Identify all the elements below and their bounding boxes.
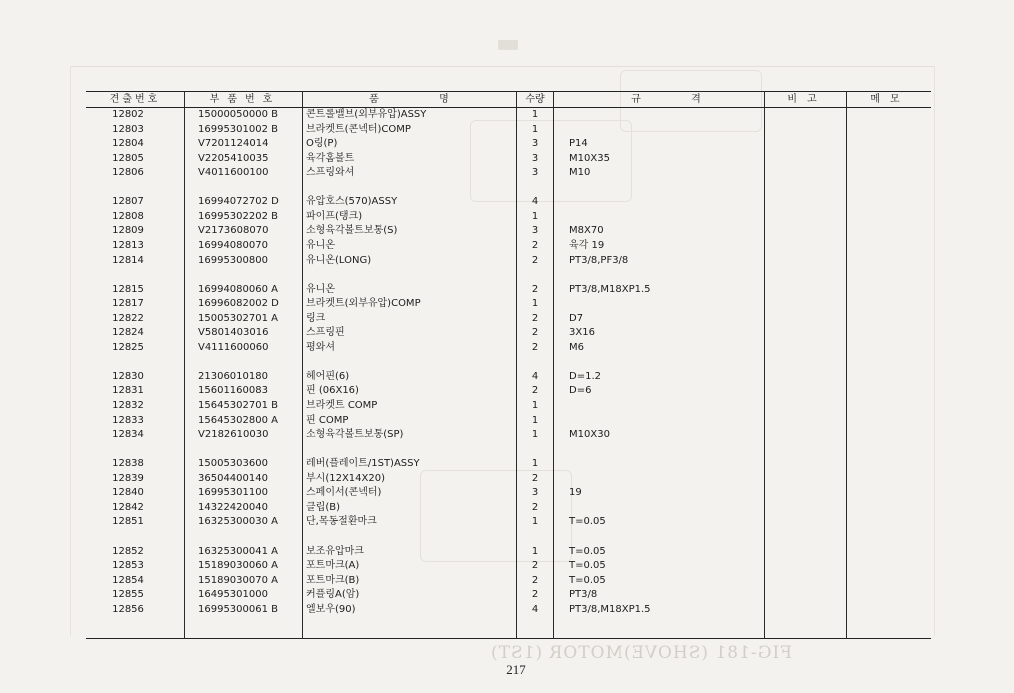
code-cell: 12855 bbox=[112, 589, 144, 601]
code-cell: 12804 bbox=[112, 138, 144, 150]
code-cell: 12842 bbox=[112, 501, 144, 513]
part-number-cell: V2182610030 bbox=[198, 429, 269, 441]
spec-cell: T=0.05 bbox=[569, 545, 606, 557]
part-name-cell: 유니온 bbox=[306, 239, 335, 251]
part-name-cell: 육각홈볼트 bbox=[306, 152, 355, 164]
table-row bbox=[0, 515, 1014, 529]
part-number-cell: 15645302701 B bbox=[198, 400, 279, 411]
quantity-cell: 1 bbox=[531, 545, 539, 557]
part-name-cell: 클립(B) bbox=[306, 501, 340, 513]
quantity-cell: 2 bbox=[531, 501, 539, 513]
code-cell: 12840 bbox=[112, 487, 144, 499]
quantity-cell: 2 bbox=[531, 312, 539, 324]
table-row bbox=[0, 341, 1014, 355]
table-row bbox=[0, 268, 1014, 282]
quantity-cell: 3 bbox=[531, 225, 539, 237]
part-number-cell: 15005303600 bbox=[198, 458, 268, 470]
header-spec-b: 격 bbox=[691, 94, 701, 105]
part-number-cell: 15645302800 A bbox=[198, 414, 279, 426]
part-number-cell: V2205410035 bbox=[198, 152, 269, 164]
part-number-cell: V7201124014 bbox=[198, 138, 269, 150]
code-cell: 12832 bbox=[112, 400, 144, 411]
spec-cell: D=1.2 bbox=[569, 370, 601, 382]
code-cell: 12813 bbox=[112, 239, 144, 251]
code-cell: 12831 bbox=[112, 385, 144, 397]
quantity-cell: 4 bbox=[531, 370, 539, 382]
spec-cell: D=6 bbox=[569, 385, 592, 397]
table-row bbox=[0, 472, 1014, 486]
part-number-cell: 16495301000 bbox=[198, 589, 268, 601]
table-row bbox=[0, 414, 1014, 428]
quantity-cell: 1 bbox=[531, 414, 539, 426]
table-row bbox=[0, 486, 1014, 500]
part-number-cell: 16325300030 A bbox=[198, 516, 279, 528]
spec-cell: PT3/8,M18XP1.5 bbox=[569, 283, 651, 295]
code-cell: 12839 bbox=[112, 472, 144, 484]
spec-cell: P14 bbox=[569, 138, 588, 150]
spec-cell: PT3/8 bbox=[569, 589, 598, 601]
spec-cell: T=0.05 bbox=[569, 516, 606, 528]
part-name-cell: 헤어핀(6) bbox=[306, 370, 350, 382]
part-name-cell: 커플링A(암) bbox=[306, 589, 360, 601]
quantity-cell: 2 bbox=[531, 385, 539, 397]
part-name-cell: 포트마크(A) bbox=[306, 560, 360, 572]
quantity-cell: 2 bbox=[531, 560, 539, 572]
table-row bbox=[0, 152, 1014, 166]
table-top-rule bbox=[86, 91, 931, 92]
table-row bbox=[0, 297, 1014, 311]
table-row bbox=[0, 501, 1014, 515]
code-cell: 12805 bbox=[112, 152, 144, 164]
table-row bbox=[0, 312, 1014, 326]
table-row bbox=[0, 574, 1014, 588]
part-name-cell: 콘트롤밸브(외부유압)ASSY bbox=[306, 109, 427, 120]
table-row bbox=[0, 355, 1014, 369]
quantity-cell: 3 bbox=[531, 487, 539, 499]
part-name-cell: 스프링와셔 bbox=[306, 167, 355, 179]
code-cell: 12825 bbox=[112, 341, 144, 353]
part-name-cell: 단,목동절환마크 bbox=[306, 516, 377, 528]
part-name-cell: 브라켓트(외부유압)COMP bbox=[306, 298, 421, 310]
table-row bbox=[0, 545, 1014, 559]
spec-cell: M6 bbox=[569, 341, 584, 353]
quantity-cell: 1 bbox=[531, 400, 539, 411]
table-row bbox=[0, 181, 1014, 195]
code-cell: 12830 bbox=[112, 370, 144, 382]
table-row bbox=[0, 195, 1014, 209]
code-cell: 12802 bbox=[112, 109, 144, 120]
spec-cell: D7 bbox=[569, 312, 584, 324]
part-name-cell: 핀 COMP bbox=[306, 414, 349, 426]
spec-cell: M8X70 bbox=[569, 225, 604, 237]
table-bottom-rule bbox=[86, 638, 931, 639]
part-number-cell: 16995300800 bbox=[198, 254, 268, 266]
part-name-cell: 브라켓트 COMP bbox=[306, 400, 378, 411]
code-cell: 12838 bbox=[112, 458, 144, 470]
part-number-cell: 16994080070 bbox=[198, 239, 268, 251]
part-name-cell: O링(P) bbox=[306, 138, 338, 150]
quantity-cell: 1 bbox=[531, 516, 539, 528]
part-number-cell: 16995300061 B bbox=[198, 603, 279, 615]
part-number-cell: V4111600060 bbox=[198, 341, 269, 353]
quantity-cell: 1 bbox=[531, 123, 539, 135]
spec-cell: M10X35 bbox=[569, 152, 610, 164]
part-name-cell: 핀 (06X16) bbox=[306, 385, 359, 397]
quantity-cell: 3 bbox=[531, 167, 539, 179]
table-row bbox=[0, 224, 1014, 238]
part-name-cell: 유니온(LONG) bbox=[306, 254, 372, 266]
spec-cell: T=0.05 bbox=[569, 560, 606, 572]
quantity-cell: 2 bbox=[531, 283, 539, 295]
page-number: 217 bbox=[506, 662, 526, 677]
part-number-cell: 16994072702 D bbox=[198, 196, 279, 208]
quantity-cell: 2 bbox=[531, 341, 539, 353]
part-name-cell: 파이프(탱크) bbox=[306, 210, 363, 222]
table-row bbox=[0, 283, 1014, 297]
quantity-cell: 1 bbox=[531, 109, 539, 120]
table-row bbox=[0, 254, 1014, 268]
quantity-cell: 1 bbox=[531, 458, 539, 470]
part-name-cell: 링크 bbox=[306, 312, 326, 324]
code-cell: 12817 bbox=[112, 298, 144, 310]
quantity-cell: 3 bbox=[531, 152, 539, 164]
table-row bbox=[0, 108, 1014, 122]
quantity-cell: 1 bbox=[531, 298, 539, 310]
code-cell: 12809 bbox=[112, 225, 144, 237]
part-number-cell: 16995301100 bbox=[198, 487, 268, 499]
part-number-cell: 15005302701 A bbox=[198, 312, 279, 324]
quantity-cell: 1 bbox=[531, 210, 539, 222]
spec-cell: PT3/8,M18XP1.5 bbox=[569, 603, 651, 615]
header-part-no: 부품번호 bbox=[209, 94, 281, 105]
quantity-cell: 2 bbox=[531, 327, 539, 339]
quantity-cell: 2 bbox=[531, 254, 539, 266]
code-cell: 12856 bbox=[112, 603, 144, 615]
spec-cell: 육각 19 bbox=[569, 239, 605, 251]
part-number-cell: 14322420040 bbox=[198, 501, 268, 513]
code-cell: 12834 bbox=[112, 429, 144, 441]
code-cell: 12822 bbox=[112, 312, 144, 324]
part-number-cell: V5801403016 bbox=[198, 327, 269, 339]
part-name-cell: 유니온 bbox=[306, 283, 335, 295]
spec-cell: M10X30 bbox=[569, 429, 610, 441]
table-row bbox=[0, 588, 1014, 602]
table-row bbox=[0, 457, 1014, 471]
bleed-through-caption: FIG-181 (SHOVE)MOTOR (1ST) bbox=[490, 643, 792, 663]
code-cell: 12853 bbox=[112, 560, 144, 572]
table-row bbox=[0, 326, 1014, 340]
part-name-cell: 보조유압마크 bbox=[306, 545, 364, 557]
table-row bbox=[0, 210, 1014, 224]
part-name-cell: 엘보우(90) bbox=[306, 603, 356, 615]
spec-cell: 3X16 bbox=[569, 327, 595, 339]
header-memo: 메모 bbox=[870, 94, 910, 105]
part-name-cell: 평와셔 bbox=[306, 341, 335, 353]
quantity-cell: 4 bbox=[531, 196, 539, 208]
spec-cell: T=0.05 bbox=[569, 574, 606, 586]
bleed-mark bbox=[498, 40, 518, 50]
quantity-cell: 2 bbox=[531, 574, 539, 586]
code-cell: 12851 bbox=[112, 516, 144, 528]
table-row bbox=[0, 559, 1014, 573]
quantity-cell: 2 bbox=[531, 239, 539, 251]
part-number-cell: 15000050000 B bbox=[198, 109, 279, 120]
table-row bbox=[0, 603, 1014, 617]
header-qty: 수량 bbox=[525, 94, 545, 105]
table-row bbox=[0, 443, 1014, 457]
part-number-cell: 16995302202 B bbox=[198, 210, 279, 222]
code-cell: 12807 bbox=[112, 196, 144, 208]
quantity-cell: 2 bbox=[531, 472, 539, 484]
code-cell: 12854 bbox=[112, 574, 144, 586]
quantity-cell: 3 bbox=[531, 138, 539, 150]
part-number-cell: V2173608070 bbox=[198, 225, 269, 237]
spec-cell: 19 bbox=[569, 487, 582, 499]
table-row bbox=[0, 399, 1014, 413]
part-number-cell: 21306010180 bbox=[198, 370, 268, 382]
part-number-cell: 16325300041 A bbox=[198, 545, 279, 557]
header-remark: 비고 bbox=[787, 94, 827, 105]
part-name-cell: 레버(플레이트/1ST)ASSY bbox=[306, 458, 420, 470]
table-row bbox=[0, 530, 1014, 544]
part-number-cell: 15189030070 A bbox=[198, 574, 279, 586]
header-code: 견출번호 bbox=[109, 94, 161, 105]
code-cell: 12814 bbox=[112, 254, 144, 266]
table-row bbox=[0, 384, 1014, 398]
part-number-cell: 36504400140 bbox=[198, 472, 268, 484]
code-cell: 12803 bbox=[112, 123, 144, 135]
spec-cell: M10 bbox=[569, 167, 591, 179]
part-name-cell: 포트마크(B) bbox=[306, 574, 360, 586]
code-cell: 12808 bbox=[112, 210, 144, 222]
table-row bbox=[0, 428, 1014, 442]
part-name-cell: 소형육각볼트보통(S) bbox=[306, 225, 398, 237]
quantity-cell: 1 bbox=[531, 429, 539, 441]
part-name-cell: 유압호스(570)ASSY bbox=[306, 196, 398, 208]
table-row bbox=[0, 166, 1014, 180]
part-name-cell: 소형육각볼트보통(SP) bbox=[306, 429, 404, 441]
table-row bbox=[0, 137, 1014, 151]
part-name-cell: 부시(12X14X20) bbox=[306, 472, 385, 484]
part-number-cell: 16996082002 D bbox=[198, 298, 279, 310]
quantity-cell: 4 bbox=[531, 603, 539, 615]
code-cell: 12815 bbox=[112, 283, 144, 295]
header-name-b: 명 bbox=[439, 94, 449, 105]
table-row bbox=[0, 239, 1014, 253]
part-name-cell: 스프링핀 bbox=[306, 327, 345, 339]
part-number-cell: 16994080060 A bbox=[198, 283, 279, 295]
table-row bbox=[0, 370, 1014, 384]
code-cell: 12806 bbox=[112, 167, 144, 179]
code-cell: 12833 bbox=[112, 414, 144, 426]
code-cell: 12852 bbox=[112, 545, 144, 557]
part-number-cell: 15189030060 A bbox=[198, 560, 279, 572]
header-name-a: 품 bbox=[369, 94, 379, 105]
code-cell: 12824 bbox=[112, 327, 144, 339]
header-spec-a: 규 bbox=[631, 94, 641, 105]
part-name-cell: 스페이서(콘넥터) bbox=[306, 487, 382, 499]
part-number-cell: 15601160083 bbox=[198, 385, 268, 397]
part-number-cell: 16995301002 B bbox=[198, 123, 279, 135]
table-row bbox=[0, 123, 1014, 137]
spec-cell: PT3/8,PF3/8 bbox=[569, 254, 629, 266]
part-number-cell: V4011600100 bbox=[198, 167, 269, 179]
quantity-cell: 2 bbox=[531, 589, 539, 601]
part-name-cell: 브라켓트(콘넥터)COMP bbox=[306, 123, 411, 135]
